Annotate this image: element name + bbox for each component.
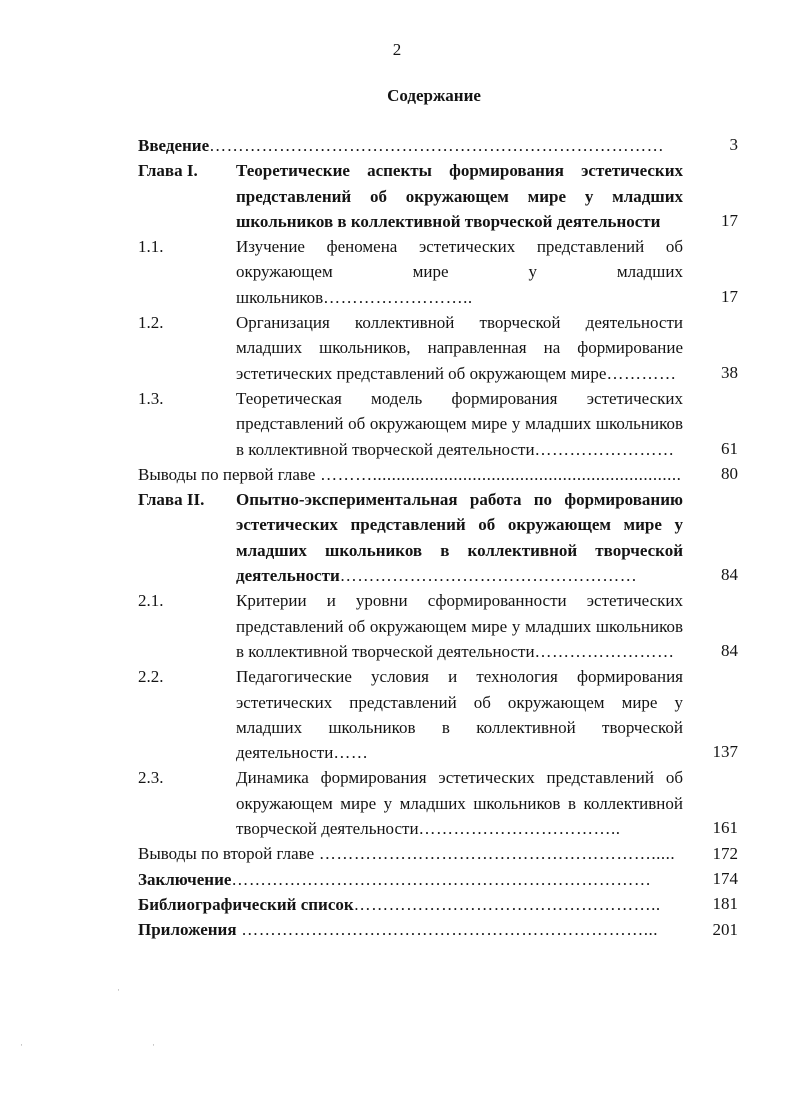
- toc-page-number: 84: [721, 565, 738, 585]
- toc-page-number: 17: [721, 287, 738, 307]
- toc-entry[interactable]: [138, 133, 738, 158]
- scan-speck: ·: [20, 1040, 23, 1050]
- toc-page-number: 181: [712, 894, 738, 914]
- toc-entry[interactable]: [138, 841, 738, 866]
- toc-entry-title: Критерии и уровни сформированности эстетических представлений об окружающем мире у младших школьников в коллективной творческой деятельности: [236, 591, 683, 661]
- toc-page-number: 84: [721, 641, 738, 661]
- toc-page-number: 61: [721, 438, 738, 458]
- toc-entry-text: [236, 588, 683, 664]
- toc-entry-title: Динамика формирования эстетических представлений об окружающем мире у младших школьников в коллективной творческой деятельности: [236, 768, 683, 839]
- toc-entry-text: [236, 487, 683, 588]
- toc-entry-text: [236, 765, 683, 841]
- toc-leader-dots: ………………………………………………….....: [314, 844, 676, 864]
- scan-speck: ·: [152, 1040, 155, 1050]
- toc-leader-dots: ……………………………………………………………...: [236, 920, 659, 940]
- toc-leader-dots: ……………………: [534, 641, 675, 661]
- toc-page-number: 38: [721, 362, 738, 382]
- toc-entry[interactable]: [138, 765, 738, 841]
- toc-entry-text: [138, 133, 683, 158]
- toc-entry[interactable]: [138, 487, 738, 588]
- toc-page-number: 17: [721, 211, 738, 231]
- toc-leader-dots: ……………………: [534, 439, 675, 459]
- toc-page-number: 172: [712, 843, 738, 863]
- toc-leader-dots: ……………………………………………: [339, 566, 638, 586]
- toc-entry-title: Введение: [138, 136, 210, 155]
- toc-entry-number: Глава II.: [138, 490, 205, 510]
- toc-entry-title: Теоретические аспекты формирования эстетических представлений об окружающем мире у младших школьников в коллективной творческой деятельности: [236, 161, 683, 231]
- toc-entry-title: Приложения: [138, 920, 237, 940]
- toc-entry[interactable]: [138, 588, 738, 664]
- toc-title: Содержание: [387, 86, 481, 105]
- toc-entry[interactable]: [138, 917, 738, 942]
- toc-entry-text: [236, 234, 683, 310]
- toc-entry-text: [236, 158, 683, 234]
- toc-entry-number: 2.3.: [138, 768, 164, 788]
- toc-entry-title: Выводы по первой главе: [138, 464, 316, 484]
- toc-entry-title: Изучение феномена эстетических представлений об окружающем мире у младших школьников: [236, 237, 683, 307]
- toc-entry[interactable]: [138, 867, 738, 892]
- toc-entry-text: [138, 917, 683, 942]
- toc-entry[interactable]: [138, 234, 738, 310]
- toc-entry[interactable]: [138, 310, 738, 386]
- toc-entry-text: [236, 664, 683, 765]
- toc-entry-title: Опытно-экспериментальная работа по формированию эстетических представлений об окружающем мире у младших школьников в коллективной творческой деятельности: [236, 490, 683, 586]
- toc-entry[interactable]: [138, 892, 738, 917]
- toc-entry-text: [236, 310, 683, 386]
- toc-page-number: 80: [721, 464, 738, 484]
- scan-speck: ·: [117, 985, 120, 995]
- toc-leader-dots: ……………………………..: [418, 819, 621, 839]
- toc-entry-title: Заключение: [138, 869, 232, 889]
- toc-entry-number: 2.2.: [138, 667, 164, 687]
- page-number: 2: [392, 40, 402, 59]
- toc-leader-dots: ……………………..: [323, 287, 473, 307]
- toc-entry-text: [138, 841, 683, 866]
- toc-leader-dots: ……………………………………………………………………: [209, 136, 665, 155]
- toc-leader-dots: …………: [606, 363, 677, 383]
- toc-entry-title: Организация коллективной творческой деятельности младших школьников, направленная на формирование эстетических представлений об окружающем мире: [236, 313, 683, 383]
- toc-entry-text: [138, 892, 683, 917]
- toc-page-number: 201: [712, 919, 738, 939]
- toc-page-number: 3: [729, 135, 738, 155]
- toc-entry-text: [236, 386, 683, 462]
- toc-entry[interactable]: [138, 386, 738, 462]
- toc-leader-dots: ……….................................................................: [315, 464, 682, 484]
- toc-entry-title: Теоретическая модель формирования эстетических представлений об окружающем мире у младших школьников в коллективной творческой деятельности: [236, 388, 683, 459]
- toc-entry-number: 1.2.: [138, 313, 164, 333]
- toc-entry-title: Выводы по второй главе: [138, 844, 315, 864]
- toc-entry-number: 1.3.: [138, 388, 164, 408]
- toc-entry-number: 1.1.: [138, 237, 164, 257]
- toc-leader-dots: ……: [333, 743, 369, 763]
- toc-entry-text: [138, 462, 683, 487]
- toc-page-number: 174: [712, 868, 738, 888]
- toc-entry-number: Глава I.: [138, 161, 198, 181]
- table-of-contents: [138, 133, 738, 943]
- toc-entry-number: 2.1.: [138, 591, 164, 611]
- toc-entry[interactable]: [138, 158, 738, 234]
- toc-entry-text: [138, 867, 683, 892]
- toc-entry[interactable]: [138, 462, 738, 487]
- toc-entry-title: Педагогические условия и технология формирования эстетических представлений об окружающем мире у младших школьников в коллективной творческой деятельности: [236, 667, 683, 763]
- toc-entry-title: Библиографический список: [138, 894, 354, 914]
- toc-leader-dots: ………………………………………………………………: [231, 869, 652, 889]
- toc-page-number: 161: [712, 818, 738, 838]
- toc-page-number: 137: [712, 742, 738, 762]
- toc-entry[interactable]: [138, 664, 738, 765]
- toc-leader-dots: ……………………………………………..: [353, 894, 661, 914]
